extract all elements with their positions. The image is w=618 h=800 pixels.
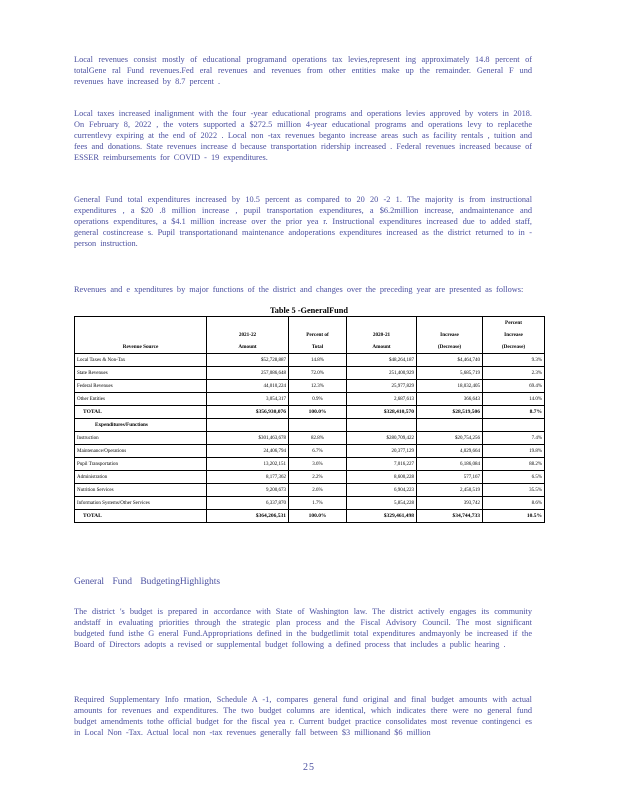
table-row [75,367,545,380]
header-amount-1: Amount [207,341,289,354]
expenditures-cell-label: Information Systems/Other Services [75,497,207,510]
header-2021-22: 2021-22 [207,329,289,341]
revenues-cell-c3: 25,977,829 [347,380,417,393]
expenditures-cell-label: Nutrition Services [75,484,207,497]
revenues-cell-label: State Revenues [75,367,207,380]
expenditures-cell-c3: 5,854,228 [347,497,417,510]
revenues-cell-c5: 69.4% [483,380,545,393]
table-row [75,393,545,406]
expenditures-cell-c3: 7,016,227 [347,458,417,471]
revenues-cell-c1: 257,086,648 [207,367,289,380]
paragraph-supplementary-info: Required Supplementary Info rmation, Schedule A -1, compares general fund original and final budget amounts with actual amounts for revenues and expenditures. The two budget columns are identical, which indicates there were no general fund budget amendments tothe official budget for the fiscal yea r. Current budget practice consolidates most revenue contingenci es in Local Non -Tax. Actual local non -tax revenues generally fall between $3 millionand $6 million [74,695,532,738]
table-title: Table 5 -GeneralFund [269,306,349,315]
expenditures-cell-c2: 1.7% [289,497,347,510]
table-row [75,484,545,497]
revenue-total-2021: $328,410,570 [347,406,417,419]
expenditures-cell-label: Instruction [75,432,207,445]
expenditures-cell-label: Maintenance/Operations [75,445,207,458]
revenues-cell-c1: $52,728,887 [207,354,289,367]
expenditure-total-label: TOTAL [75,510,207,523]
expenditures-cell-c1: 6,337,870 [207,497,289,510]
revenue-total-label: TOTAL [75,406,207,419]
general-fund-table [74,316,545,523]
header-total: Total [289,341,347,354]
expenditures-cell-c2: 82.8% [289,432,347,445]
expenditures-cell-label: Pupil Transportation [75,458,207,471]
revenues-cell-c3: $48,264,187 [347,354,417,367]
revenue-total-increase: $28,519,506 [417,406,483,419]
expenditures-cell-c2: 6.7% [289,445,347,458]
expenditures-cell-c1: 9,200,673 [207,484,289,497]
paragraph-local-revenues: Local revenues consist mostly of educational programand operations tax levies,represent ing approximately 14.8 percent of totalGene ral Fund revenues.Fed eral revenues and revenues from other entities make up the remainder. General F und revenues have increased by 8.7 percent . [74,55,532,87]
expenditures-cell-c2: 2.2% [289,471,347,484]
expenditures-cell-c2: 3.6% [289,458,347,471]
revenues-cell-c2: 0.9% [289,393,347,406]
revenue-total-2122: $356,930,076 [207,406,289,419]
paragraph-budget-process: The district 's budget is prepared in accordance with State of Washington law. The district actively engages its community andstaff in evaluating priorities through the strategic plan process and the Fiscal Advisory Council. The most significant budgeted fund isthe G eneral Fund.Appropriations defined in the budgetlimit total expenditures andmayonly be increased if the Board of Directors adopts a revised or supplemental budget following a defined process that includes a public hearing . [74,607,532,650]
revenues-cell-c5: 9.3% [483,354,545,367]
revenues-cell-c2: 14.8% [289,354,347,367]
revenues-cell-c4: 5,685,719 [417,367,483,380]
revenues-cell-c5: 2.3% [483,367,545,380]
revenues-cell-label: Local Taxes & Non-Tax [75,354,207,367]
header-pct-decrease: (Decrease) [483,341,545,354]
table-row [75,497,545,510]
expenditure-total-pct-change: 10.5% [483,510,545,523]
expenditures-cell-c2: 2.6% [289,484,347,497]
header-decrease: (Decrease) [417,341,483,354]
revenues-cell-label: Federal Revenues [75,380,207,393]
expenditures-cell-c5: 8.6% [483,497,545,510]
revenues-cell-c1: 44,010,224 [207,380,289,393]
header-pct-change-mid: Increase [483,329,545,341]
header-increase: Increase [417,329,483,341]
expenditures-cell-c4: $20,754,256 [417,432,483,445]
revenues-cell-c5: 14.0% [483,393,545,406]
expenditures-cell-c3: 6,904,223 [347,484,417,497]
expenditures-cell-label: Administration [75,471,207,484]
paragraph-revenues-intro: Revenues and e xpenditures by major functions of the district and changes over the preceding year are presented as follows: [74,285,524,295]
revenues-cell-c2: 72.0% [289,367,347,380]
revenues-cell-c4: $4,464,740 [417,354,483,367]
table-row [75,471,545,484]
revenues-cell-c4: 366,643 [417,393,483,406]
page-number: 25 [303,762,315,773]
revenues-cell-c4: 18,032,405 [417,380,483,393]
expenditures-cell-c3: 8,600,228 [347,471,417,484]
header-2020-21: 2020-21 [347,329,417,341]
table-row [75,432,545,445]
header-revenue-source: Revenue Source [122,344,159,350]
expenditures-cell-c4: 6,186,084 [417,458,483,471]
table-row [75,445,545,458]
expenditures-cell-c5: 6.5% [483,471,545,484]
expenditure-total-2021: $329,461,498 [347,510,417,523]
revenue-total-pct: 100.0% [289,406,347,419]
expenditures-cell-c4: 393,742 [417,497,483,510]
expenditures-cell-c5: 35.5% [483,484,545,497]
expenditures-cell-c3: 20,377,129 [347,445,417,458]
header-percent-of: Percent of [289,329,347,341]
expenditures-cell-c1: 8,177,362 [207,471,289,484]
expenditures-cell-c5: 88.2% [483,458,545,471]
expenditures-cell-c4: 577,167 [417,471,483,484]
expenditures-cell-c1: 24,406,794 [207,445,289,458]
expenditures-cell-c4: 4,029,664 [417,445,483,458]
revenues-cell-c3: 251,400,929 [347,367,417,380]
header-pct-change-top: Percent [483,317,545,330]
revenues-cell-c3: 2,687,613 [347,393,417,406]
expenditures-heading: Expenditures/Functions [75,419,207,432]
revenue-total-pct-change: 8.7% [483,406,545,419]
expenditures-cell-c5: 19.8% [483,445,545,458]
expenditures-cell-c1: $301,463,678 [207,432,289,445]
table-row [75,354,545,367]
expenditure-total-pct: 100.0% [289,510,347,523]
header-amount-2: Amount [347,341,417,354]
section-heading: General Fund BudgetingHighlights [74,577,221,587]
expenditures-cell-c3: $280,709,422 [347,432,417,445]
paragraph-local-taxes: Local taxes increased inalignment with the four -year educational programs and operations levies approved by voters in 2018. On February 8, 2022 , the voters supported a $272.5 million 4-year educational programs and operations levy to replacethe currentlevy expiring at the end of 2022 . Local non -tax revenues beganto increase areas such as facility rentals , tuition and fees and donations. State revenues increase d because transportation ridership increased . Federal revenues increased because of ESSER reimbursements for COVID - 19 expenditures. [74,109,532,163]
expenditures-cell-c5: 7.4% [483,432,545,445]
expenditures-cell-c1: 13,202,151 [207,458,289,471]
expenditures-cell-c4: 2,450,519 [417,484,483,497]
table-row [75,458,545,471]
revenues-cell-c1: 3,054,317 [207,393,289,406]
revenues-cell-c2: 12.3% [289,380,347,393]
revenues-cell-label: Other Entities [75,393,207,406]
paragraph-expenditures: General Fund total expenditures increased by 10.5 percent as compared to 20 20 -2 1. The majority is from instructional expenditures , a $20 .8 million increase , pupil transportation expenditures, a $6.2million increase, andmaintenance and operations expenditures, a $4.1 million increase over the prior yea r. Instructional expenditures increased due to added staff, general costincrease s. Pupil transportationand maintenance andoperations expenditures increased as the district returned to in -person instruction. [74,195,532,249]
expenditure-total-increase: $34,744,733 [417,510,483,523]
expenditure-total-2122: $364,206,531 [207,510,289,523]
table-row [75,380,545,393]
